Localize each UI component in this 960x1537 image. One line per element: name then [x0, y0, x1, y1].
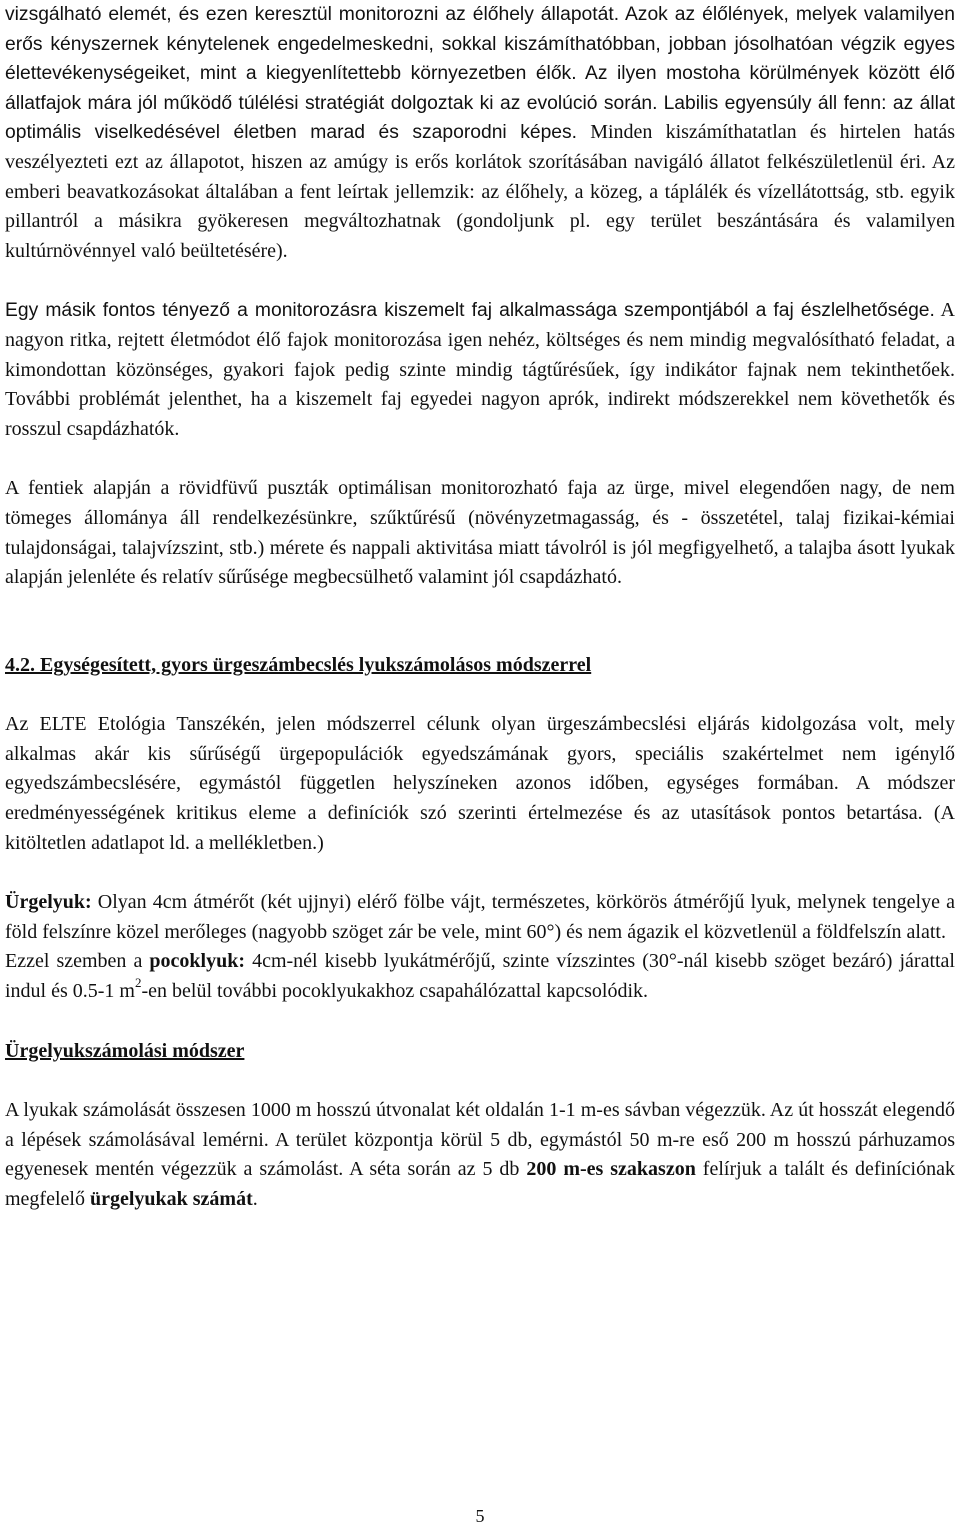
definition-term-suslik-hole: Ürgelyuk:	[5, 891, 92, 914]
section-number: 4.2.	[5, 653, 35, 676]
definition-suslik-hole	[5, 888, 955, 947]
counting-text-b: felírjuk a talált és definíciónak megfelelő	[5, 1158, 955, 1210]
superscript-two: 2	[135, 975, 142, 991]
detectability-paragraph	[5, 296, 955, 444]
definition-text-vole-hole-b: -en belül további pocoklyukakhoz csapahálózattal kapcsolódik.	[141, 980, 649, 1003]
intro-paragraph	[5, 0, 955, 266]
detectability-serif-text: A nagyon ritka, rejtett életmódot élő fajok monitorozása igen nehéz, költséges és nem mindig megvalósítható feladat, a kimondottan közönséges, gyakori fajok pedig szinte mindig tágtűrésűek, így indikátor fajnak nem tekinthetőek. További problémát jelenthet, ha a kiszemelt faj egyedei nagyon aprók, indirekt módszerekkel nem követhetők és rosszul csapdázhatók.	[5, 299, 955, 440]
subheading: Ürgelyukszámolási módszer	[5, 1039, 245, 1062]
intro-sans-text-1: vizsgálható elemét, és ezen keresztül monitorozni az élőhely állapotát. Azok az élőlények, melyek valamilyen erős kényszernek kénytelenek engedelmeskedni, sokkal kiszámíthatóbban, jobban jósolhatóan végzik egyes élettevékenységeiket, mint a kiegyenlítettebb környezetben élők. Az ilyen mostoha körülmények között élő állatfajok mára jól működő túlélési stratégiát dolgoztak ki az evolúció során.	[5, 4, 955, 114]
page-number: 5	[475, 1506, 485, 1526]
counting-bold-a: 200 m-es szakaszon	[526, 1158, 696, 1181]
definition-lead-vole-hole: Ezzel szemben a	[5, 950, 150, 973]
definition-term-vole-hole: pocoklyuk:	[149, 950, 246, 973]
suslik-paragraph: A fentiek alapján a rövidfüvű puszták optimálisan monitorozható faja az ürge, mivel elegendően nagy, de nem tömeges állománya áll rendelkezésünkre, szűktűrésű (növényzetmagasság, és - összetétel, talaj fizikai-kémiai tulajdonságai, talajvízszint, stb.) mérete és nappali aktivitása miatt távolról is jól megfigyelhető, a talajba ásott lyukak alapján jelenléte és relatív sűrűsége megbecsülhető valamint jól csapdázható.	[5, 477, 955, 589]
document-page	[5, 0, 955, 1537]
section-title: Egységesített, gyors ürgeszámbecslés lyukszámolásos módszerrel	[40, 653, 592, 676]
counting-text-c: .	[252, 1188, 258, 1210]
counting-text-a: A lyukak számolását összesen 1000 m hosszú útvonalat két oldalán 1-1 m-es sávban végezzük. Az út hosszát elegendő a lépések számolásával lemérni. A terület központja körül 5 db, egymástól 50 m-re eső 200 m hosszú párhuzamos egyenesek mentén végezzük a számolást. A séta során az 5 db	[5, 1099, 955, 1181]
definition-text-suslik-hole: Olyan 4cm átmérőt (két ujjnyi) elérő fölbe vájt, természetes, körkörös átmérőjű lyuk, melynek tengelye a föld felszínre közel merőleges (nagyobb szöget zár be vele, mint 60°) és nem ágazik el közvetlenül a földfelszín alatt.	[5, 891, 955, 943]
method-paragraph: Az ELTE Etológia Tanszékén, jelen módszerrel célunk olyan ürgeszámbecslési eljárás kidolgozása volt, mely alkalmas akár kis sűrűségű ürgepopulációk egyedszámának gyors, speciális szakértelmet nem igénylő egyedszámbecslésére, egymástól független helyszíneken azonos időben, egységes formában. A módszer eredményességének kritikus eleme a definíciók szó szerinti értelmezése és az utasítások pontos betartása. (A kitöltetlen adatlapot ld. a mellékletben.)	[5, 713, 955, 854]
intro-serif-text: Minden kiszámíthatatlan és hirtelen hatás veszélyezteti ezt az állapotot, hiszen az amúgy is erős korlátok szorításában navigáló állatot felkészületlenül éri. Az emberi beavatkozásokat általában a fent leírtak jellemzik: az élőhely, a közeg, a táplálék és vízellátottság, stb. egyik pillantról a másikra gyökeresen megváltozhatnak (gondoljunk pl. egy terület beszántására és valamilyen kultúrnövénnyel való beültetésére).	[5, 121, 955, 262]
section-heading	[5, 651, 955, 681]
counting-paragraph	[5, 1096, 955, 1214]
definition-text-vole-hole-a: 4cm-nél kisebb lyukátmérőjű, szinte vízszintes (30°-nál kisebb szöget bezáró) járattal indul és 0.5-1 m	[5, 950, 955, 1003]
detectability-sans-text: Egy másik fontos tényező a monitorozásra kiszemelt faj alkalmassága szempontjából a faj észlelhetősége.	[5, 300, 935, 322]
counting-bold-b: ürgelyukak számát	[89, 1188, 253, 1210]
intro-sans-text-2: Labilis egyensúly áll fenn: az állat optimális viselkedésével életben marad és szaporodni képes.	[5, 92, 956, 144]
definition-vole-hole	[5, 947, 955, 1006]
